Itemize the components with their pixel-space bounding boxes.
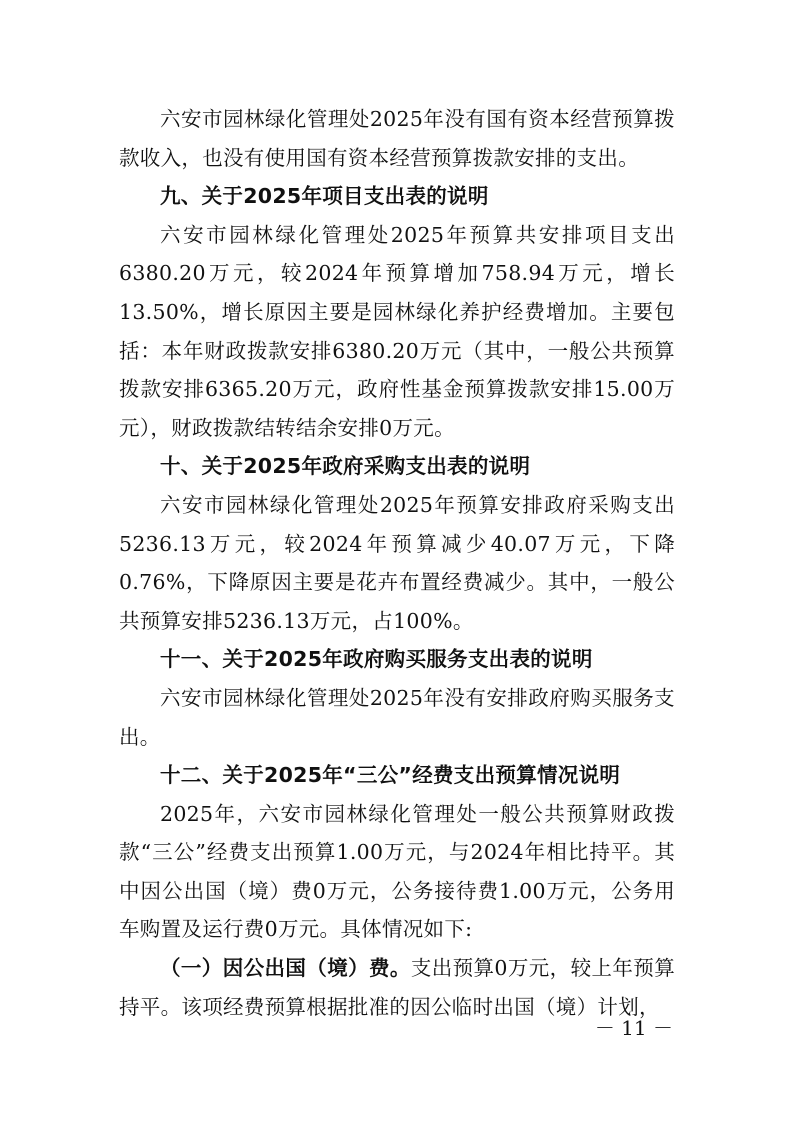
- paragraph-government-procurement: 六安市园林绿化管理处2025年预算安排政府采购支出5236.13万元，较2024年预算减少40.07万元，下降0.76%，下降原因主要是花卉布置经费减少。其中，一般公共预算安排5236.13万元，占100%。: [119, 492, 675, 633]
- heading-government-procurement: 十、关于2025年政府采购支出表的说明: [160, 454, 531, 479]
- paragraph-three-public-expenses: 2025年，六安市园林绿化管理处一般公共预算财政拨款“三公”经费支出预算1.00万元，与2024年相比持平。其中因公出国（境）费0万元，公务接待费1.00万元，公务用车购置及运行费0万元。具体情况如下:: [119, 801, 675, 942]
- overseas-travel-lead: （一）因公出国（境）费。: [160, 956, 411, 981]
- paragraph-government-service-purchase: 六安市园林绿化管理处2025年没有安排政府购买服务支出。: [119, 685, 675, 749]
- paragraph-overseas-travel: [119, 949, 675, 1026]
- paragraph-state-capital-budget: 六安市园林绿化管理处2025年没有国有资本经营预算拨款收入，也没有使用国有资本经营预算拨款安排的支出。: [119, 107, 675, 170]
- document-body: [119, 100, 675, 1026]
- heading-three-public-expenses: 十二、关于2025年“三公”经费支出预算情况说明: [160, 763, 621, 788]
- paragraph-project-expenditure: 六安市园林绿化管理处2025年预算共安排项目支出6380.20万元，较2024年预算增加758.94万元，增长13.50%，增长原因主要是园林绿化养护经费增加。主要包括：本年财政拨款安排6380.20万元（其中，一般公共预算拨款安排6365.20万元，政府性基金预算拨款安排15.00万元），财政拨款结转结余安排0万元。: [119, 222, 675, 440]
- overseas-travel-body: 支出预算0万元，较上年预算持平。该项经费预算根据批准的因公临时出国（境）计划，: [119, 956, 675, 1019]
- heading-government-service-purchase: 十一、关于2025年政府购买服务支出表的说明: [160, 647, 593, 672]
- page-number: － 11 －: [594, 1016, 673, 1040]
- heading-project-expenditure: 九、关于2025年项目支出表的说明: [160, 184, 489, 209]
